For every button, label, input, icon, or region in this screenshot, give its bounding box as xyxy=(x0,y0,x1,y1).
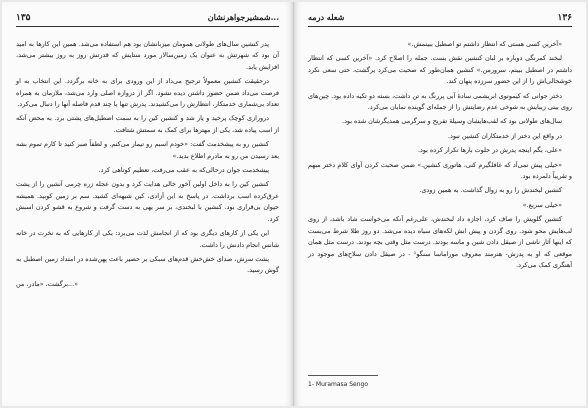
text-line: کنشین کین را به داخل اولین آخور خالی هدایت کرد و بدون عجله زره چرمی xyxy=(65,180,269,189)
text-line: دختر جوانی که کیمونوی ابریشمی سادهٔ آبی پررنگ به تن داشت، بسته دو xyxy=(368,91,562,100)
text-line: پدر کنشین سال‌های طولانی همومان میزبانشان بود هم استفاده می‌شد. همین xyxy=(62,40,269,48)
page-header xyxy=(308,12,572,23)
page-number: ۱۳۵ xyxy=(16,13,31,23)
text-line: شتافت. xyxy=(113,125,135,134)
paragraph xyxy=(16,165,279,176)
text-line: این یکی از کارهای دیگری بود که از انجامش لذت می‌برد: یکی از کارهایی xyxy=(72,229,269,238)
text-line: که به نخرت در خانه شانس انجام دادنش را داشت. xyxy=(16,229,279,249)
text-line: «خیلی پیش نمی‌آد که غافلگیرم کنی، هاتوری کنشین.» ضمن صحبت کردن xyxy=(364,160,562,169)
text-line: آوای کلام دختر مبهم و تقریباً دلمرده بود. xyxy=(308,160,572,181)
paragraph xyxy=(16,76,279,110)
page-number: ۱۳۶ xyxy=(557,13,572,23)
text-line: می‌کرد برگشت، حتی سعی نکرد خوشحالی‌اش را از این حضور سرزده پنهان کند. xyxy=(308,65,572,86)
text-line: پشتی برد. به محض آنکه از اسب پیاده شد، یکی از مهترها برای کمک به سمتش xyxy=(16,114,279,134)
text-line: درورازی کوچک پرخید و یار شد و کنشین کین را به سمت اصطبل‌های xyxy=(83,114,269,123)
paragraph xyxy=(308,145,572,156)
header-rule xyxy=(308,26,572,27)
text-line: قدرتش روز به روز بیشتر می‌شد، افزایش یابد. xyxy=(16,51,279,71)
paragraph xyxy=(308,200,572,211)
text-line: کنشین گلویش را صاف کرد، اجازه داد لبخندش، علی‌رغم آنکه می‌خواست xyxy=(360,215,562,224)
text-line: در واقع این دختر از خدمتکاران کنشین نبود. xyxy=(447,131,562,140)
paragraph xyxy=(308,160,572,183)
text-line: «علی، بگم اینجه پدرش در حلوت بارها تکرار کرده بود. xyxy=(418,146,562,155)
paragraph xyxy=(16,39,279,73)
page-body xyxy=(308,39,572,271)
paragraph xyxy=(16,228,279,251)
text-line: پدرش تنها یا چند قدم فاصله آنها را دنبال می‌کرد. xyxy=(17,100,147,109)
text-line: می‌شد. دو روز طلا شرط می‌بست که اینها آثار ناشی از صیقل دادن شین و ماسه xyxy=(308,226,572,247)
left-page xyxy=(2,2,294,406)
paragraph xyxy=(16,254,279,277)
text-line: یهی به دست گرفت و شروع به قشو کردن اسبش کرد. xyxy=(16,203,279,223)
paragraph xyxy=(308,185,572,196)
paragraph xyxy=(16,179,279,225)
text-line: انتخاب به او فرصت می‌داد ضمن حضور داشتن دیده نشود. اگر از دروازه اصلی xyxy=(16,77,279,97)
book-spread xyxy=(2,2,586,406)
paragraph xyxy=(16,113,279,136)
text-line: پیشخدمت جوان درحالی‌که به عقب می‌رفت، تعظیم کوتاهی کرد. xyxy=(98,166,269,175)
text-line: درحقیقت کنشین معمولاً ترجیح می‌داد از این ورودی برای به خانه برگردد. این xyxy=(53,77,270,86)
paragraph xyxy=(308,116,572,127)
text-line: «آخرین کسی هستی که انتظار داشتم تو اصطبل ببینمش.» xyxy=(407,40,562,48)
text-line: شاد باشد، از روی لب‌هایش محو شود. روی گردن و پیش‌ انش لکه‌های سیاه دیده xyxy=(308,215,572,235)
text-line: این کارها به امید آن بود که شهرتش به عنوان یک زمین‌سالار مورد ستایش که xyxy=(16,40,279,60)
text-line: کنشین رو به پیشخدمت گفت: «خودم اسبم رو تیمار می‌کنم. و لطفاً صبر کنید xyxy=(64,140,269,149)
text-line: پشت سرش، صدای خش‌خش قدم‌های سبکی بر حصیر باعث پهن‌شده در xyxy=(77,254,269,263)
text-line: هنرمند معروف موراماسا سنگو¹ - در صیقل دادن سلاح‌های موجود در آهنگری xyxy=(308,249,572,269)
paragraph xyxy=(308,53,572,87)
paragraph xyxy=(308,131,572,142)
paragraph xyxy=(308,214,572,271)
text-line: تا کارم تموم بشه بعد رسیدن من رو به مادرم اطلاع بدید.» xyxy=(16,140,279,160)
text-line: لبخند کمرنگی دوباره بر لبان کنشین نقش بست. جمله را اصلاح کرد. «آخرین xyxy=(352,54,562,63)
text-line: آنشین را از پشت عرق‌کرده اسب برداشت. در پاسخ به این آزادی، کین شیهه‌ای xyxy=(16,180,279,200)
page-header xyxy=(16,12,279,23)
running-head: شمشیرجواهرنشان... xyxy=(207,12,279,22)
page-body xyxy=(16,39,279,277)
text-line: «خیلی سریع.» xyxy=(522,200,562,209)
right-page xyxy=(294,2,586,406)
header-rule xyxy=(16,26,279,27)
paragraph xyxy=(16,139,279,162)
running-head: شعله درمه xyxy=(308,12,345,22)
paragraph xyxy=(308,39,572,50)
text-line: بودند. درست مثل وقتی بچه بودند. درست مثل همان موقعی که او به پدرش- xyxy=(308,238,572,258)
footnote-rule xyxy=(308,375,378,376)
text-line: کسی که انتظار داشتم در اصطبل ببینم، سرورمن.» کنشین همان‌طور که صحبت xyxy=(308,54,572,74)
text-line: وارد می‌شد، ملازمان به همراه تعداد بی‌شماری خدمتکار، انتظارش را می‌کشیدند. xyxy=(16,88,279,109)
text-line: کشید. سم بر زمین کوبید. همیشه حیوان بی‌قراری بود. کنشین با لبخندی، بر سر xyxy=(16,191,279,212)
text-line: کمک می‌کرد. xyxy=(516,260,551,269)
closing-line: برگشت، «مادر، من...» xyxy=(16,279,79,288)
text-line: گوینده نمایان می‌کرد. xyxy=(367,103,425,112)
footnote: 1- Muramasa Sengo xyxy=(308,381,369,388)
text-line: امتداد زمین اصطبل به گوش رسید. xyxy=(16,254,279,275)
text-line: شده بود. xyxy=(342,117,367,126)
text-line: سال‌های طولانی بود که لفب‌هایشان وسیلهٔ تفریح و سرگرمی همدیگرشان xyxy=(368,117,562,126)
text-line: تکیه داده بود. چین‌های روی بینی زیبایش به شوخی عدم رضایتش را از جمله‌ای xyxy=(308,91,572,112)
text-line: کنشین لبخندش را رو به زوال گذاشت. به همین زودی. xyxy=(419,186,562,195)
paragraph xyxy=(308,91,572,114)
